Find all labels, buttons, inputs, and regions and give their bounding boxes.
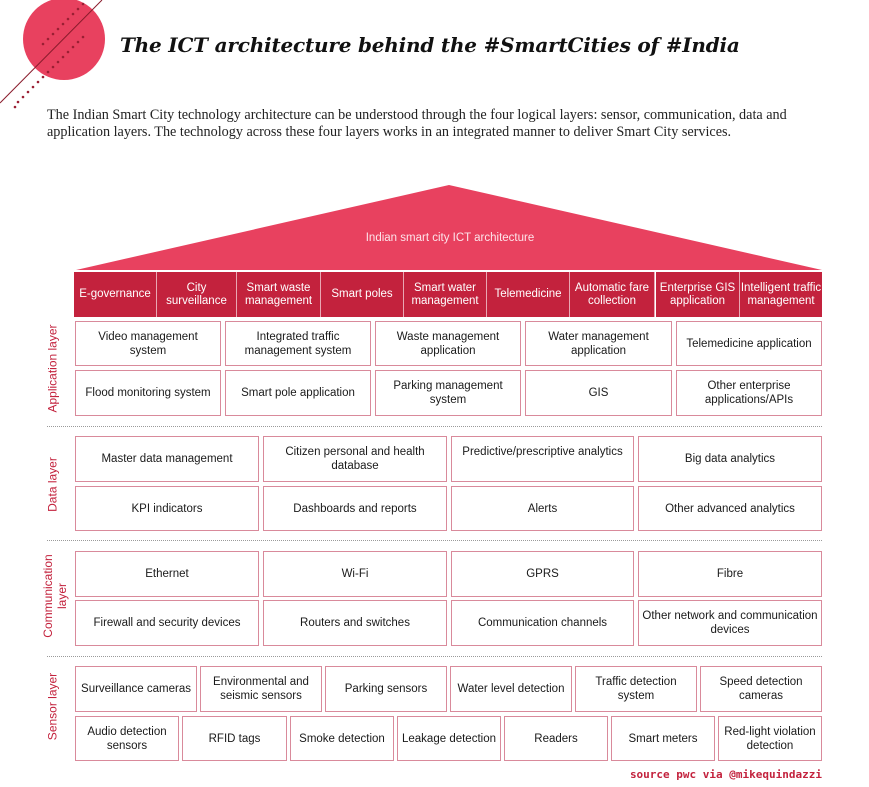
layer-divider [47, 540, 822, 541]
sensor-cell: Smoke detection [290, 716, 394, 761]
service-telemedicine: Telemedicine [487, 272, 570, 317]
comm-cell: Firewall and security devices [75, 600, 259, 646]
app-cell: Parking management system [375, 370, 521, 416]
comm-cell: Routers and switches [263, 600, 447, 646]
data-cell: Predictive/prescriptive analytics [451, 436, 634, 482]
service-city-surveillance: City surveillance [157, 272, 237, 317]
data-cell: KPI indicators [75, 486, 259, 531]
service-intelligent-traffic: Intelligent traffic management [740, 272, 822, 317]
data-cell: Master data management [75, 436, 259, 482]
comm-cell: Other network and communication devices [638, 600, 822, 646]
data-cell: Big data analytics [638, 436, 822, 482]
app-cell: Flood monitoring system [75, 370, 221, 416]
sensor-cell: Surveillance cameras [75, 666, 197, 712]
sensor-cell: Speed detection cameras [700, 666, 822, 712]
sensor-cell: Water level detection [450, 666, 572, 712]
data-cell: Alerts [451, 486, 634, 531]
layer-label-communication: Communication layer [41, 554, 69, 638]
source-credit: source pwc via @mikequindazzi [629, 768, 822, 781]
data-cell: Citizen personal and health database [263, 436, 447, 482]
service-fare-collection: Automatic fare collection [570, 272, 655, 317]
service-enterprise-gis: Enterprise GIS application [656, 272, 740, 317]
sensor-cell: Audio detection sensors [75, 716, 179, 761]
sensor-cell: Leakage detection [397, 716, 501, 761]
app-cell: Waste management application [375, 321, 521, 366]
layer-label-application: Application layer [45, 324, 60, 413]
comm-cell: Fibre [638, 551, 822, 597]
layer-label-data: Data layer [45, 457, 60, 512]
page-title: The ICT architecture behind the #SmartCities of #India [120, 33, 740, 57]
comm-cell: Ethernet [75, 551, 259, 597]
app-cell: Other enterprise applications/APIs [676, 370, 822, 416]
comm-cell: GPRS [451, 551, 634, 597]
layer-divider [47, 426, 822, 427]
app-cell: Smart pole application [225, 370, 371, 416]
sensor-cell: Environmental and seismic sensors [200, 666, 322, 712]
data-cell: Other advanced analytics [638, 486, 822, 531]
sensor-cell: Readers [504, 716, 608, 761]
app-cell: GIS [525, 370, 672, 416]
app-cell: Video management system [75, 321, 221, 366]
app-cell: Telemedicine application [676, 321, 822, 366]
app-cell: Integrated traffic management system [225, 321, 371, 366]
data-cell: Dashboards and reports [263, 486, 447, 531]
service-smart-water: Smart water management [404, 272, 487, 317]
service-smart-waste: Smart waste management [237, 272, 321, 317]
sensor-cell: RFID tags [182, 716, 287, 761]
sensor-cell: Smart meters [611, 716, 715, 761]
comm-cell: Communication channels [451, 600, 634, 646]
sensor-cell: Red-light violation detection [718, 716, 822, 761]
intro-paragraph: The Indian Smart City technology architecture can be understood through the four logical layers: sensor, communication, data and application layers. The technology across these four layers works in an integrated manner to deliver Smart City services. [47, 107, 787, 140]
service-smart-poles: Smart poles [321, 272, 404, 317]
app-cell: Water management application [525, 321, 672, 366]
sensor-cell: Traffic detection system [575, 666, 697, 712]
layer-label-sensor: Sensor layer [45, 672, 60, 741]
comm-cell: Wi-Fi [263, 551, 447, 597]
service-e-governance: E-governance [74, 272, 157, 317]
layer-divider [47, 656, 822, 657]
roof-label: Indian smart city ICT architecture [365, 232, 535, 244]
sensor-cell: Parking sensors [325, 666, 447, 712]
